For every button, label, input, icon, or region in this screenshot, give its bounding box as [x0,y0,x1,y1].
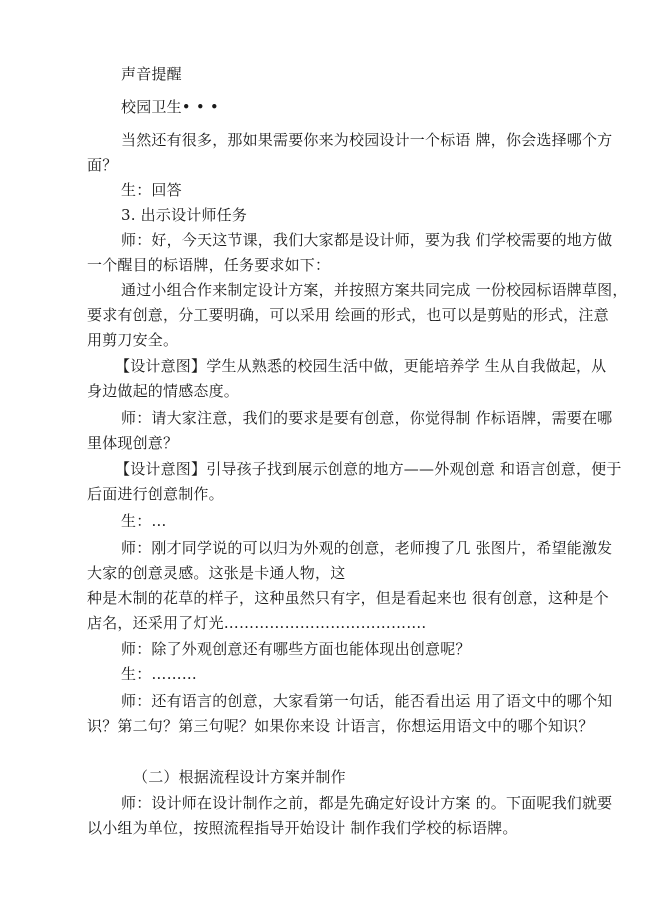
line-teacher-2b: 里体现创意？ [87,434,179,452]
section-heading-part-two: （二）根据流程设计方案并制作 [133,768,346,786]
line-teacher-1b: 一个醒目的标语牌，任务要求如下： [87,256,331,274]
line-task-2: 要求有创意，分工要明确，可以采用 绘画的形式，也可以是剪贴的形式，注意 [87,306,609,324]
line-sound-reminder: 声音提醒 [121,65,182,83]
line-design-intent-1b: 身边做起的情感态度。 [87,382,240,400]
line-student-ellipsis: 生：… [121,512,167,530]
line-paragraph-1a: 当然还有很多，那如果需要你来为校园设计一个标语 牌，你会选择哪个方 [121,131,613,149]
line-design-intent-1a: 【设计意图】学生从熟悉的校园生活中做，更能培养学 生从自我做起，从 [115,357,607,375]
line-student-dots: 生：……… [121,665,198,683]
line-teacher-6a: 师：设计师在设计制作之前，都是先确定好设计方案 的。下面呢我们就要 [121,794,613,812]
line-design-intent-2b: 后面进行创意制作。 [87,485,224,503]
line-teacher-2a: 师：请大家注意，我们的要求是要有创意，你觉得制 作标语牌，需要在哪 [121,409,613,427]
line-teacher-3c: 种是木制的花草的样子，这种虽然只有字，但是看起来也 很有创意，这种是个 [87,589,609,607]
line-design-intent-2a: 【设计意图】引导孩子找到展示创意的地方——外观创意 和语言创意，便于 [115,460,622,478]
line-teacher-3d: 店名，还采用了灯光…………………………………. [87,614,427,632]
line-paragraph-1b: 面？ [87,156,118,174]
line-teacher-3a: 师：刚才同学说的可以归为外观的创意，老师搜了几 张图片，希望能激发 [121,539,613,557]
line-teacher-3b: 大家的创意灵感。这张是卡通人物，这 [87,564,346,582]
line-campus-hygiene: 校园卫生• • • [121,98,219,116]
line-teacher-6b: 以小组为单位，按照流程指导开始设计 制作我们学校的标语牌。 [87,819,518,837]
line-teacher-5a: 师：还有语言的创意，大家看第一句话，能否看出运 用了语文中的哪个知 [121,692,613,710]
line-student-answer: 生：回答 [121,181,182,199]
section-heading-designer-task: 3. 出示设计师任务 [121,206,248,224]
line-teacher-4: 师：除了外观创意还有哪些方面也能体现出创意呢？ [121,640,471,658]
line-teacher-5b: 识？第二句？第三句呢？如果你来设 计语言，你想运用语文中的哪个知识？ [87,717,594,735]
line-teacher-1a: 师：好，今天这节课，我们大家都是设计师，要为我 们学校需要的地方做 [121,231,613,249]
line-task-3: 用剪刀安全。 [87,331,179,349]
line-task-1: 通过小组合作来制定设计方案，并按照方案共同完成 一份校园标语牌草图， [121,281,628,299]
